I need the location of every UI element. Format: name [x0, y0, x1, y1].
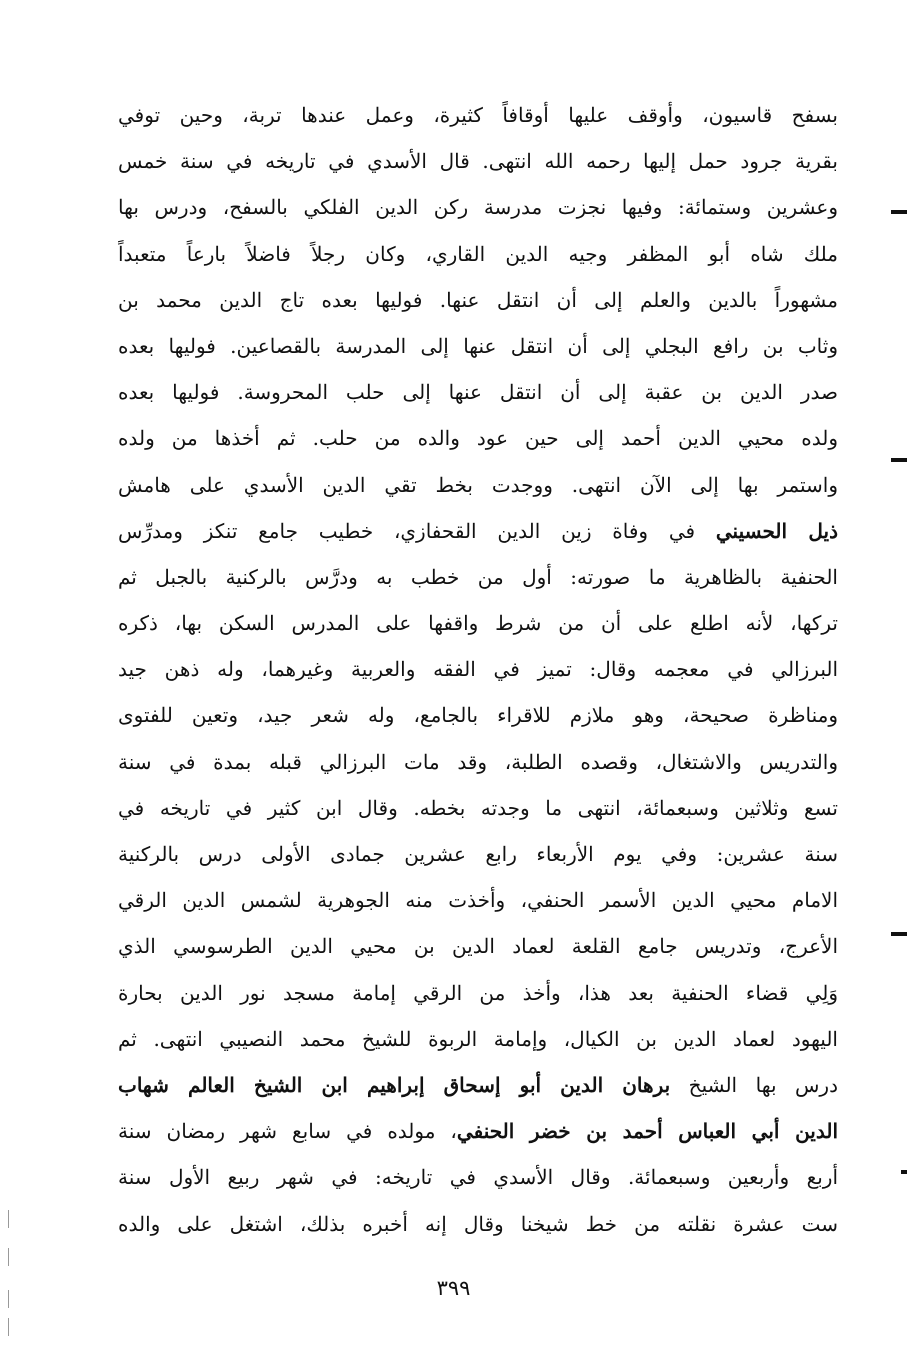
bold-name-span: ذيل الحسيني	[715, 518, 838, 543]
text-span: ست عشرة نقلته من خط شيخنا وقال إنه أخبره بذلك، اشتغل على والده	[118, 1211, 838, 1236]
scan-edge-mark	[8, 1210, 9, 1228]
text-line	[118, 1062, 838, 1108]
text-span: ملك شاه أبو المظفر وجيه الدين القاري، وكان رجلاً فاضلاً بارعاً متعبداً	[118, 241, 838, 266]
scan-edge-mark	[8, 1318, 9, 1336]
text-span: تسع وثلاثين وسبعمائة، انتهى ما وجدته بخطه. وقال ابن كثير في تاريخه في	[118, 795, 838, 820]
margin-mark	[901, 1170, 907, 1174]
text-line	[118, 184, 838, 230]
text-span: وَلِي قضاء الحنفية بعد هذا، وأخذ من الرقي إمامة مسجد نور الدين بحارة	[118, 980, 838, 1005]
margin-mark	[891, 210, 907, 214]
text-span: سنة عشرين: وفي يوم الأربعاء رابع عشرين جمادى الأولى درس بالركنية	[118, 842, 838, 866]
text-span: في وفاة زين الدين القحفازي، خطيب جامع تنكز ومدرِّس	[118, 518, 716, 543]
text-span: اليهود لعماد الدين بن الكيال، وإمامة الربوة للشيخ محمد النصيبي انتهى. ثم	[118, 1026, 838, 1051]
text-span: ، مولده في سابع شهر رمضان سنة	[118, 1119, 457, 1144]
text-span: بسفح قاسيون، وأوقف عليها أوقافاً كثيرة، وعمل عندها تربة، وحين توفي	[118, 103, 838, 127]
text-span: بقرية جرود حمل إليها رحمه الله انتهى. قال الأسدي في تاريخه في سنة خمس	[118, 149, 838, 174]
scan-edge-mark	[8, 1290, 9, 1308]
bold-name-span: برهان الدين أبو إسحاق إبراهيم ابن الشيخ العالم شهاب	[118, 1072, 671, 1097]
text-line	[118, 739, 838, 785]
text-line	[118, 554, 838, 600]
text-span: والتدريس والاشتغال، وقصده الطلبة، وقد مات البرزالي قبله بمدة في سنة	[118, 749, 838, 774]
text-line	[118, 646, 838, 692]
text-line	[118, 785, 838, 831]
text-line	[118, 1154, 838, 1200]
text-span: الامام محيي الدين الأسمر الحنفي، وأخذت منه الجوهرية لشمس الدين الرقي	[118, 888, 838, 913]
text-line	[118, 92, 838, 138]
text-line	[118, 138, 838, 184]
text-span: تركها، لأنه اطلع على أن من شرط واقفها على المدرس السكن بها، ذكره	[118, 611, 838, 636]
margin-mark	[891, 458, 907, 462]
text-span: مشهوراً بالدين والعلم إلى أن انتقل عنها. فوليها بعده تاج الدين محمد بن	[118, 287, 838, 312]
text-line	[118, 1016, 838, 1062]
text-line	[118, 1201, 838, 1247]
text-span: ولده محيي الدين أحمد إلى حين عود والده من حلب. ثم أخذها من ولده	[118, 426, 838, 451]
text-line	[118, 231, 838, 277]
scan-edge-mark	[8, 1248, 9, 1266]
text-span: وعشرين وستمائة: وفيها نجزت مدرسة ركن الدين الفلكي بالسفح، ودرس بها	[118, 195, 838, 220]
text-span: صدر الدين بن عقبة إلى أن انتقل عنها إلى حلب المحروسة. فوليها بعده	[118, 380, 838, 405]
text-line	[118, 508, 838, 554]
text-line	[118, 692, 838, 738]
text-span: درس بها الشيخ	[670, 1072, 838, 1097]
text-span: وثاب بن رافع البجلي إلى أن انتقل عنها إلى المدرسة بالقصاعين. فوليها بعده	[118, 333, 838, 358]
page-body-text	[118, 92, 838, 1247]
margin-mark	[891, 932, 907, 936]
text-line	[118, 277, 838, 323]
bold-name-span: الدين أبي العباس أحمد بن خضر الحنفي	[456, 1119, 838, 1144]
text-span: واستمر بها إلى الآن انتهى. ووجدت بخط تقي الدين الأسدي على هامش	[118, 472, 838, 497]
text-line	[118, 600, 838, 646]
text-line	[118, 923, 838, 969]
text-line	[118, 877, 838, 923]
page-number: ٣٩٩	[436, 1276, 471, 1300]
text-line	[118, 369, 838, 415]
text-line	[118, 831, 838, 877]
text-line	[118, 1108, 838, 1154]
text-span: الأعرج، وتدريس جامع القلعة لعماد الدين بن محيي الدين الطرسوسي الذي	[118, 934, 838, 959]
text-line	[118, 323, 838, 369]
text-line	[118, 415, 838, 461]
text-line	[118, 462, 838, 508]
text-span: أربع وأربعين وسبعمائة. وقال الأسدي في تاريخه: في شهر ربيع الأول سنة	[118, 1165, 838, 1190]
text-line	[118, 970, 838, 1016]
text-span: الحنفية بالظاهرية ما صورته: أول من خطب به ودرَّس بالركنية بالجبل ثم	[118, 564, 838, 589]
text-span: ومناظرة صحيحة، وهو ملازم للاقراء بالجامع، وله شعر جيد، وتعين للفتوى	[118, 703, 838, 728]
text-span: البرزالي في معجمه وقال: تميز في الفقه والعربية وغيرهما، وله ذهن جيد	[118, 657, 838, 682]
